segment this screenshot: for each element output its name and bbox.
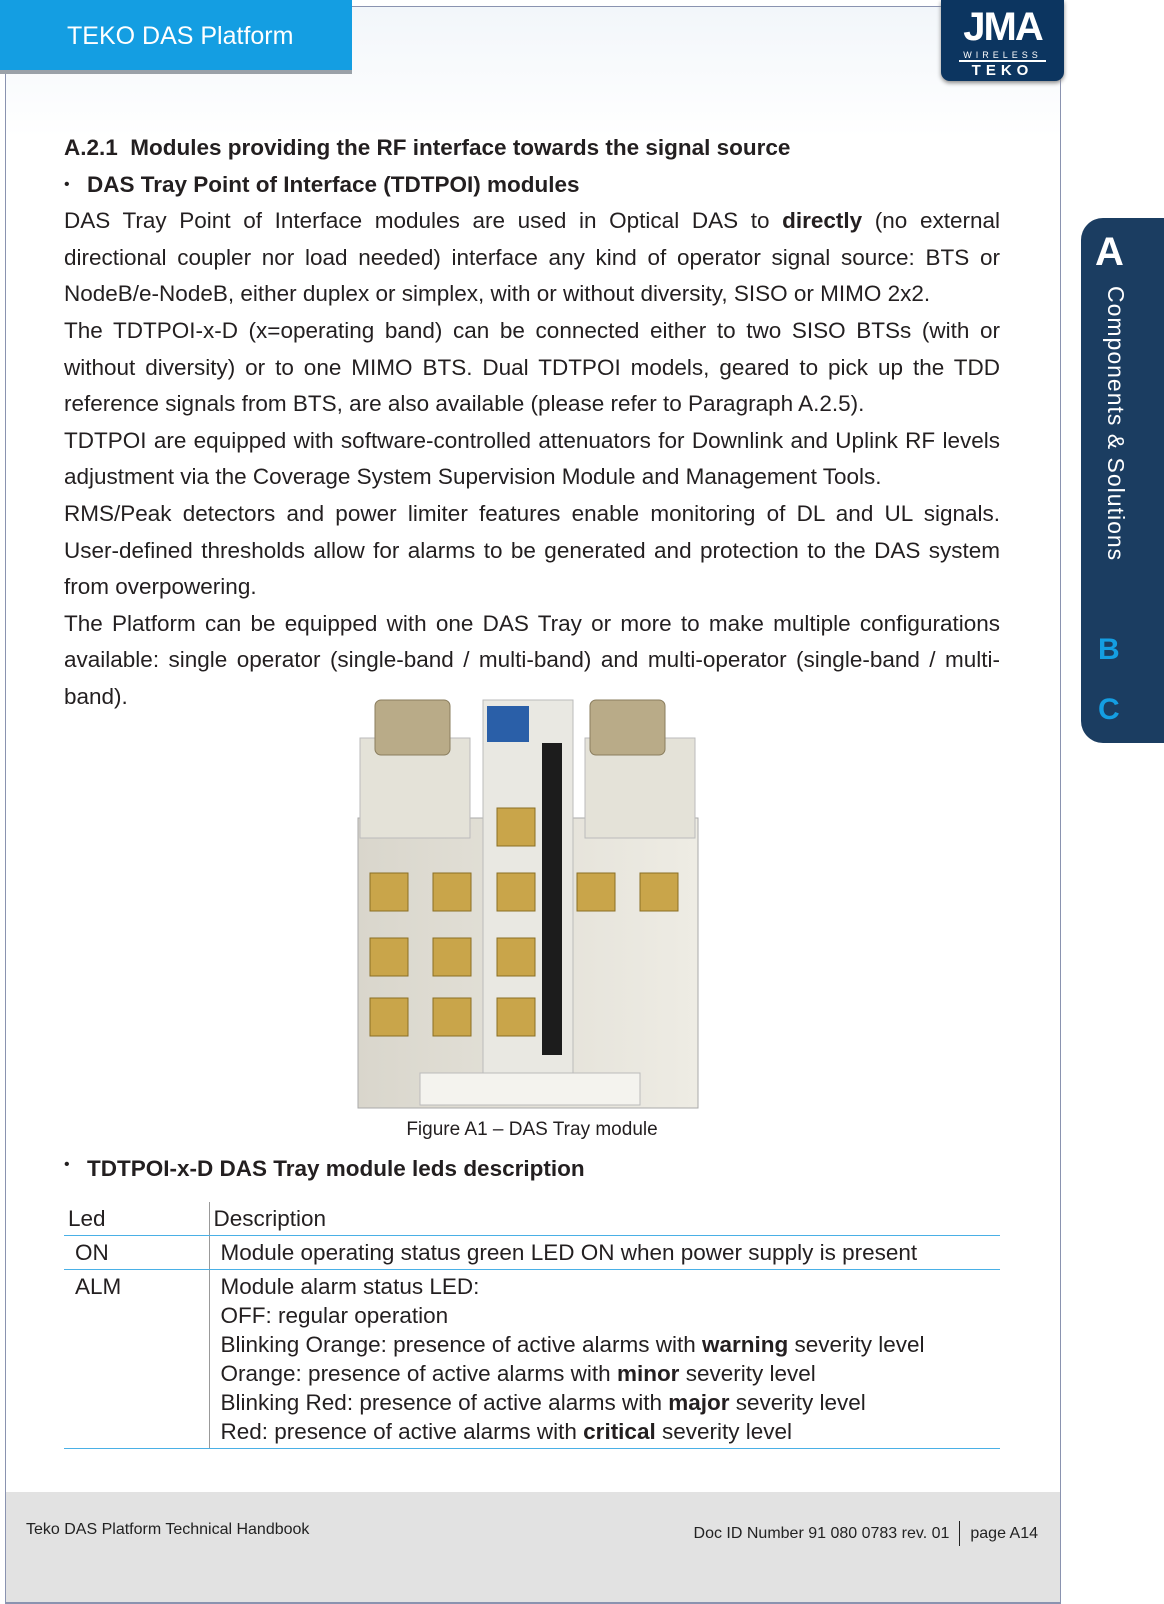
- logo-main: JMA: [963, 5, 1042, 49]
- paragraph: The Platform can be equipped with one DAS Tray or more to make multiple configurations available: single operator (single-band / multi-band) and multi-operator (single-band / multi-band).: [64, 610, 1000, 709]
- led-name: ON: [64, 1236, 209, 1270]
- das-tray-module-image: [355, 698, 710, 1110]
- paragraph: The TDTPOI-x-D (x=operating band) can be connected either to two SISO BTSs (with or without diversity) or to one MIMO BTS. Dual TDTPOI models, geared to pick up the TDD reference signals from BTS, are also available (please refer to Paragraph A.2.5).: [64, 317, 1000, 417]
- col-header-description: Description: [209, 1202, 1000, 1236]
- table-row: [64, 1236, 1000, 1270]
- chapter-tab[interactable]: [1081, 218, 1164, 743]
- section-heading: A.2.1 Modules providing the RF interface towards the signal source: [64, 135, 791, 160]
- led-table: [64, 1202, 1000, 1449]
- logo-brand: TEKO: [971, 62, 1034, 79]
- table-header-row: [64, 1202, 1000, 1236]
- table-row: [64, 1270, 1000, 1449]
- paragraph: TDTPOI are equipped with software-controlled attenuators for Downlink and Uplink RF levels adjustment via the Coverage System Supervision Module and Management Tools.: [64, 427, 1000, 490]
- section-body: [64, 130, 1000, 716]
- led-description: Module operating status green LED ON when power supply is present: [209, 1236, 1000, 1270]
- paragraph: RMS/Peak detectors and power limiter features enable monitoring of DL and UL signals. User-defined thresholds allow for alarms to be generated and protection to the DAS system from overpowering.: [64, 500, 1000, 600]
- footer-handbook-title: Teko DAS Platform Technical Handbook: [26, 1521, 310, 1538]
- paragraph: DAS Tray Point of Interface modules are used in Optical DAS to directly (no external directional coupler nor load needed) interface any kind of operator signal source: BTS or NodeB/e-NodeB, either duplex or simplex, with or without diversity, SISO or MIMO 2x2.: [64, 208, 1000, 307]
- led-description: Module alarm status LED: OFF: regular operation Blinking Orange: presence of active alarms with warning severity level Orange: presence of active alarms with minor severity level Blinking Red: presence of active alarms with major severity level Red: presence of active alarms with critical severity level: [209, 1270, 1000, 1449]
- col-header-led: Led: [64, 1202, 209, 1236]
- page-footer: [6, 1492, 1060, 1604]
- chapter-b[interactable]: B: [1098, 633, 1120, 666]
- jma-teko-logo: [941, 0, 1064, 81]
- footer-page-number: page A14: [970, 1524, 1038, 1542]
- bullet-heading-leds: • TDTPOI-x-D DAS Tray module leds description: [64, 1156, 585, 1182]
- footer-divider: [959, 1521, 960, 1546]
- bullet-heading: • DAS Tray Point of Interface (TDTPOI) modules: [64, 167, 1000, 204]
- header-title: TEKO DAS Platform: [0, 0, 352, 74]
- figure-caption: Figure A1 – DAS Tray module: [406, 1119, 658, 1140]
- chapter-a[interactable]: A: [1095, 230, 1124, 274]
- footer-doc-id: Doc ID Number 91 080 0783 rev. 01: [693, 1524, 950, 1542]
- chapter-c[interactable]: C: [1098, 693, 1120, 726]
- logo-sub: WIRELESS: [959, 50, 1046, 62]
- led-name: ALM: [64, 1270, 209, 1449]
- chapter-label: Components & Solutions: [1103, 286, 1129, 562]
